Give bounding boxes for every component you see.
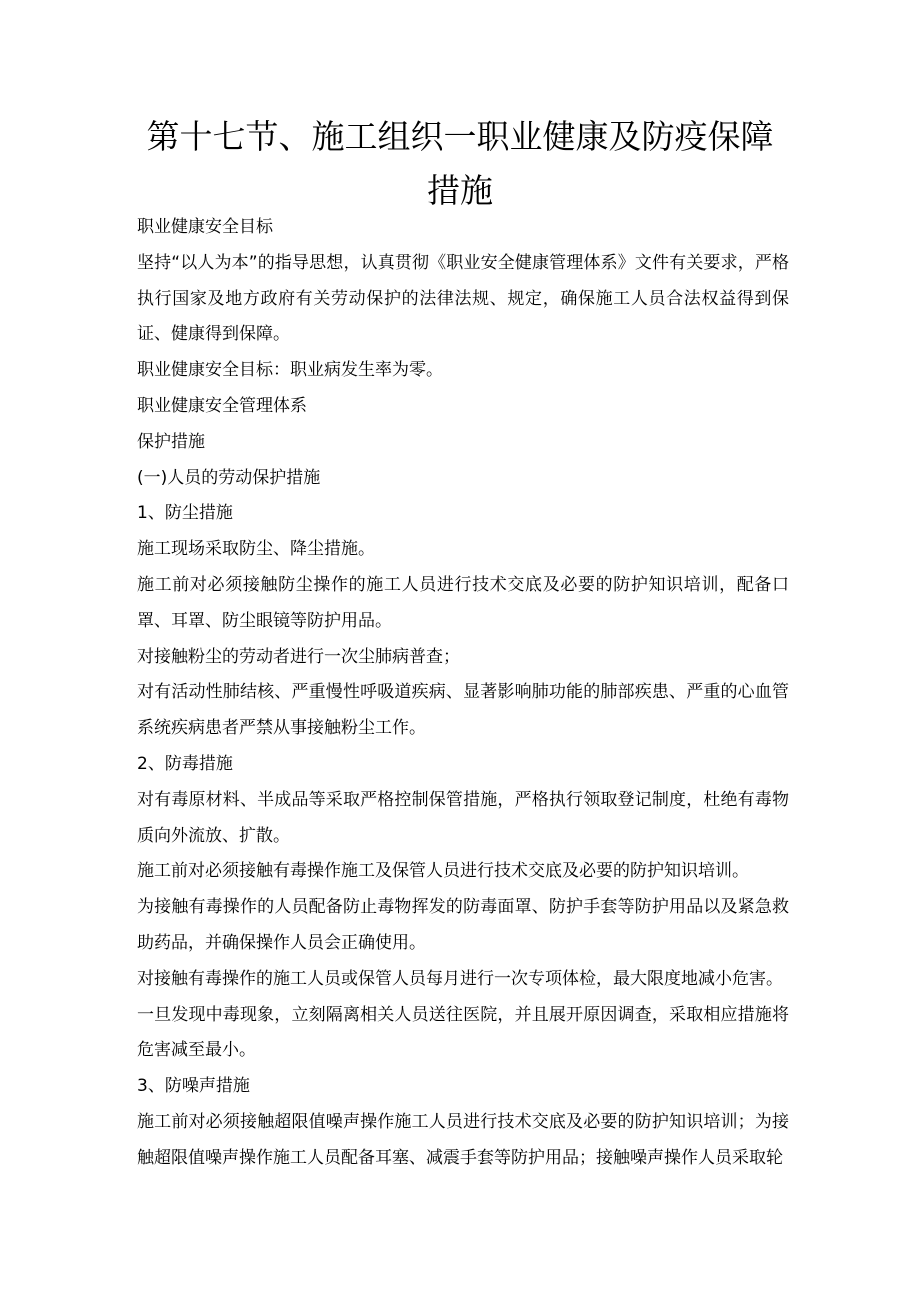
paragraph: (一)人员的劳动保护措施	[137, 467, 321, 488]
paragraph: 对接触粉尘的劳动者进行一次尘肺病普查；	[137, 646, 460, 667]
paragraph: 2、防毒措施	[137, 753, 233, 774]
page-title: 第十七节、施工组织一职业健康及防疫保障措施	[146, 117, 774, 210]
paragraph: 施工前对必须接触超限值噪声操作施工人员进行技术交底及必要的防护知识培训；为接触超限值噪声操作施工人员配备耳塞、减震手套等防护用品；接触噪声操作人员采取轮	[137, 1111, 789, 1168]
paragraph: 施工现场采取防尘、降尘措施。	[137, 539, 375, 560]
paragraph: 施工前对必须接触防尘操作的施工人员进行技术交底及必要的防护知识培训，配备口罩、耳罩、防尘眼镜等防护用品。	[137, 574, 789, 631]
paragraph: 对有活动性肺结核、严重慢性呼吸道疾病、显著影响肺功能的肺部疾患、严重的心血管系统疾病患者严禁从事接触粉尘工作。	[137, 682, 789, 739]
paragraph: 职业健康安全管理体系	[137, 395, 307, 416]
document-body	[137, 210, 789, 1177]
paragraph: 保护措施	[137, 431, 205, 452]
paragraph: 职业健康安全目标：职业病发生率为零。	[137, 360, 443, 381]
paragraph: 一旦发现中毒现象，立刻隔离相关人员送往医院，并且展开原因调查，采取相应措施将危害减至最小。	[137, 1004, 789, 1061]
paragraph: 1、防尘措施	[137, 503, 233, 524]
paragraph: 为接触有毒操作的人员配备防止毒物挥发的防毒面罩、防护手套等防护用品以及紧急救助药品，并确保操作人员会正确使用。	[137, 897, 789, 953]
paragraph: 坚持“以人为本”的指导思想，认真贯彻《职业安全健康管理体系》文件有关要求，严格执行国家及地方政府有关劳动保护的法律法规、规定，确保施工人员合法权益得到保证、健康得到保障。	[137, 252, 789, 345]
paragraph: 对接触有毒操作的施工人员或保管人员每月进行一次专项体检，最大限度地减小危害。	[137, 968, 783, 989]
paragraph: 施工前对必须接触有毒操作施工及保管人员进行技术交底及必要的防护知识培训。	[137, 861, 749, 882]
paragraph: 3、防噪声措施	[137, 1076, 250, 1097]
paragraph: 对有毒原材料、半成品等采取严格控制保管措施，严格执行领取登记制度，杜绝有毒物质向外流放、扩散。	[137, 789, 789, 846]
paragraph: 职业健康安全目标	[137, 217, 273, 237]
